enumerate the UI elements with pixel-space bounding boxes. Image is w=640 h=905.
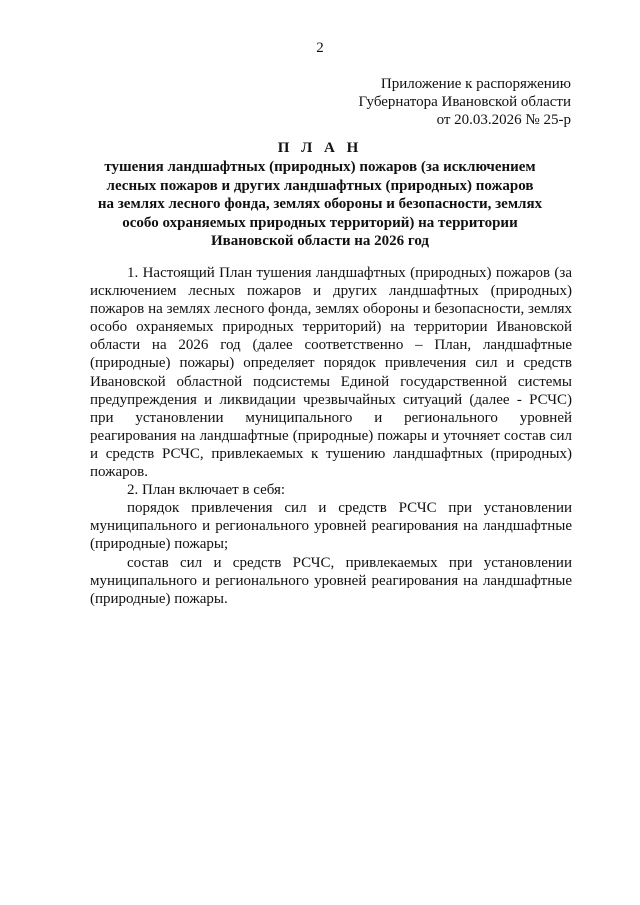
title-line: тушения ландшафтных (природных) пожаров (за исключением bbox=[104, 159, 536, 176]
appendix-note bbox=[358, 75, 571, 129]
appendix-line: Губернатора Ивановской области bbox=[358, 94, 571, 110]
paragraph-item-2: состав сил и средств РСЧС, привлекаемых при установлении муниципального и регионального уровней реагирования на ландшафтные (природные) пожары. bbox=[90, 554, 572, 607]
paragraph-2: 2. План включает в себя: bbox=[127, 482, 286, 499]
appendix-line: Приложение к распоряжению bbox=[380, 76, 571, 92]
document-title bbox=[90, 139, 550, 250]
title-line: лесных пожаров и других ландшафтных (природных) пожаров bbox=[106, 177, 534, 194]
appendix-date-number: от 20.03.2026 № 25-р bbox=[436, 112, 571, 128]
title-line: на землях лесного фонда, землях обороны и безопасности, землях bbox=[97, 196, 543, 213]
title-line: Ивановской области на 2026 год bbox=[210, 233, 429, 250]
plan-heading: П Л А Н bbox=[277, 140, 363, 156]
paragraph-item-1: порядок привлечения сил и средств РСЧС при установлении муниципального и регионального уровней реагирования на ландшафтные (природные) пожары; bbox=[90, 500, 572, 553]
document-body bbox=[90, 264, 572, 608]
page-number: 2 bbox=[316, 40, 324, 56]
paragraph-1: 1. Настоящий План тушения ландшафтных (природных) пожаров (за исключением лесных пожаров и других ландшафтных (природных) пожаров на землях лесного фонда, землях обороны и безопасности, землях особо охраняемых природных территорий) на территории Ивановской области на 2026 год (далее соответственно – План, ландшафтные (природные) пожары) определяет порядок привлечения сил и средств Ивановской областной подсистемы Единой государственной системы предупреждения и ликвидации чрезвычайных ситуаций (далее - РСЧС) при установлении муниципального и регионального уровней реагирования на ландшафтные (природные) пожары и уточняет состав сил и средств РСЧС, привлекаемых к тушению ландшафтных (природных) пожаров. bbox=[90, 265, 572, 481]
title-line: особо охраняемых природных территорий) на территории bbox=[122, 214, 518, 231]
